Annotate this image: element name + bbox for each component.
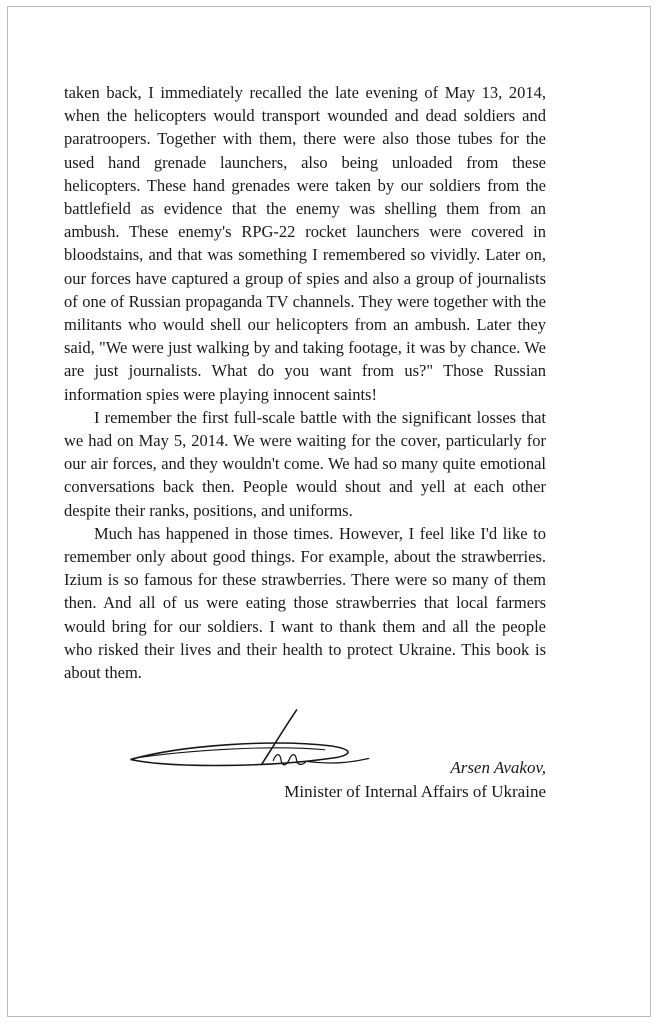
paragraph-2: I remember the first full-scale battle with the significant losses that we had on May 5, 2014. We were waiting for the cover, particularly for our air forces, and they wouldn't come. We had so many quite emotional conversations back then. People would shout and yell at each other despite their ranks, positions, and uniforms. (64, 407, 546, 520)
signatory-title: Minister of Internal Affairs of Ukraine (284, 781, 546, 801)
page-text-block (8, 7, 650, 684)
signatory-name: Arsen Avakov, (450, 758, 546, 778)
paragraph-1: taken back, I immediately recalled the late evening of May 13, 2014, when the helicopters would transport wounded and dead soldiers and paratroopers. Together with them, there were also those tubes for the used hand grenade launchers, also being unloaded from these helicopters. These hand grenades were taken by our soldiers from the battlefield as evidence that the enemy was shelling them from an ambush. These enemy's RPG-22 rocket launchers were covered in bloodstains, and that was something I remembered so vividly. Later on, our forces have captured a group of spies and also a group of journalists of one of Russian propaganda TV channels. They were together with the militants who would shell our helicopters from an ambush. Later they said, "We were just walking by and taking footage, it was by chance. We are just journalists. What do you want from us?" Those Russian information spies were playing innocent saints! (64, 83, 546, 404)
signature-text (284, 756, 546, 803)
signature-block (8, 706, 650, 826)
paragraph-3: Much has happened in those times. However, I feel like I'd like to remember only about good things. For example, about the strawberries. Izium is so famous for these strawberries. There were so many of them then. And all of us were eating those strawberries that local farmers would bring for our soldiers. I want to thank them and all the people who risked their lives and their health to protect Ukraine. This book is about them. (64, 523, 546, 683)
book-page (7, 6, 651, 1017)
